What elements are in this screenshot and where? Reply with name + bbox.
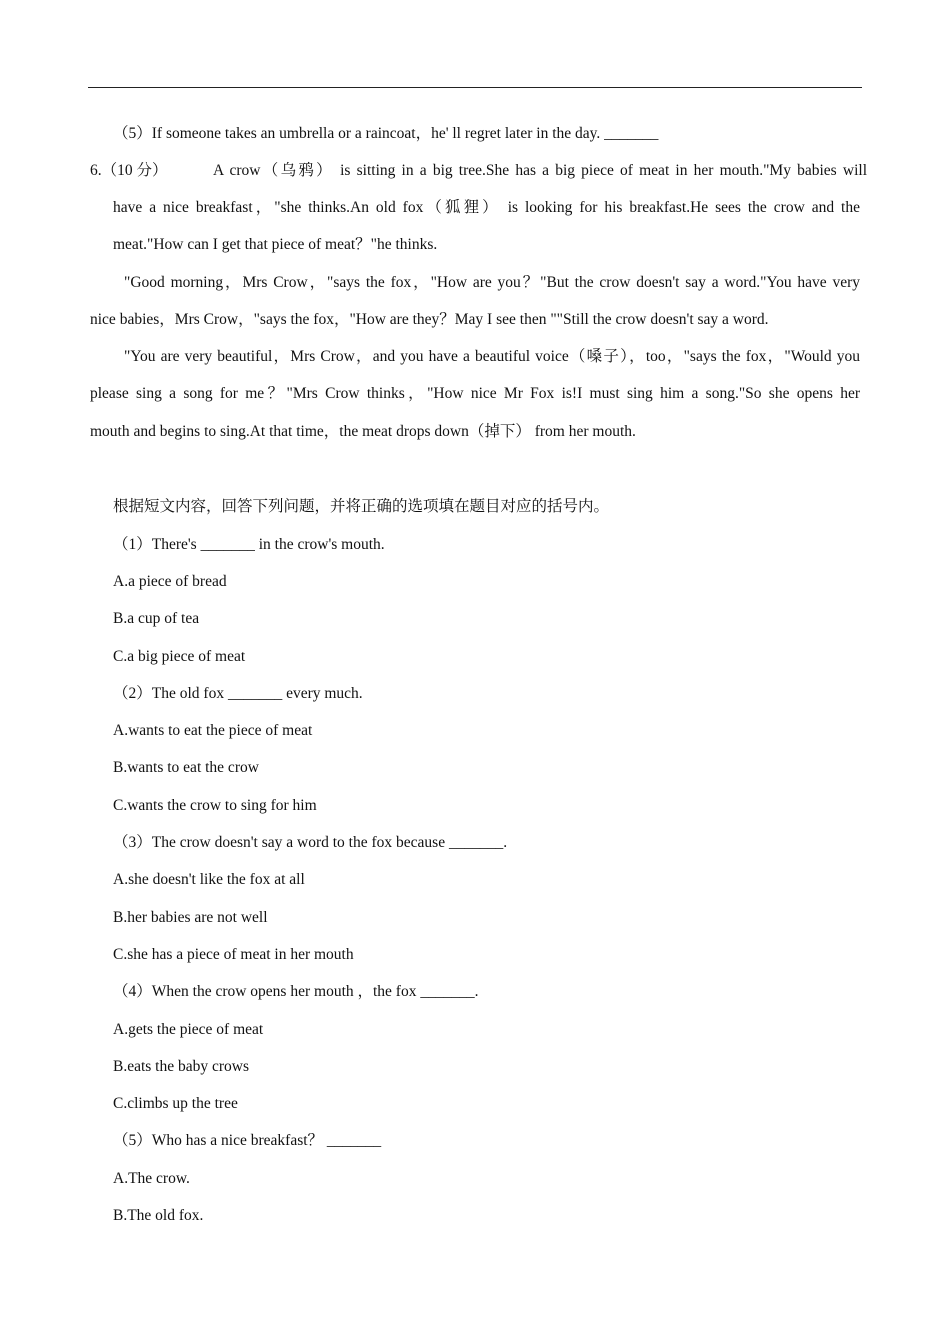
passage-line-7: please sing a song for me？"Mrs Crow thinks，"How nice Mr Fox is!I must sing him a song."So she opens her bbox=[90, 385, 860, 402]
item-4-option-a: A.gets the piece of meat bbox=[113, 1021, 264, 1038]
item-2-option-c: C.wants the crow to sing for him bbox=[113, 797, 317, 814]
item-4-stem: （4）When the crow opens her mouth ，the fox _______. bbox=[113, 983, 479, 1000]
item-1-option-c: C.a big piece of meat bbox=[113, 648, 246, 665]
item-3-option-b: B.her babies are not well bbox=[113, 909, 268, 926]
passage-line-5: nice babies，Mrs Crow，"says the fox，"How are they？May I see then ""Still the crow doesn't say a word. bbox=[90, 311, 769, 328]
item-1-option-b: B.a cup of tea bbox=[113, 610, 200, 627]
item-5-option-a: A.The crow. bbox=[113, 1170, 190, 1187]
passage-line-1: A crow（乌鸦） is sitting in a big tree.She has a big piece of meat in her mouth."My babies will bbox=[213, 162, 867, 179]
instruction: 根据短文内容，回答下列问题，并将正确的选项填在题目对应的括号内。 bbox=[113, 498, 610, 515]
item-1-stem: （1）There's _______ in the crow's mouth. bbox=[113, 536, 385, 553]
item-5-stem: （5）Who has a nice breakfast？ _______ bbox=[113, 1132, 382, 1149]
item-3-option-a: A.she doesn't like the fox at all bbox=[113, 871, 305, 888]
item-4-option-b: B.eats the baby crows bbox=[113, 1058, 250, 1075]
prev-question-item-5: （5）If someone takes an umbrella or a raincoat，he' ll regret later in the day. _______ bbox=[113, 125, 659, 142]
item-4-option-c: C.climbs up the tree bbox=[113, 1095, 238, 1112]
passage-line-4: "Good morning，Mrs Crow，"says the fox，"How are you？"But the crow doesn't say a word."You have very bbox=[124, 274, 860, 291]
passage-line-8: mouth and begins to sing.At that time，the meat drops down（掉下） from her mouth. bbox=[90, 423, 636, 440]
item-1-option-a: A.a piece of bread bbox=[113, 573, 227, 590]
item-2-option-b: B.wants to eat the crow bbox=[113, 759, 259, 776]
passage-line-3: meat."How can I get that piece of meat？"he thinks. bbox=[113, 236, 438, 253]
passage-line-6: "You are very beautiful，Mrs Crow，and you have a beautiful voice（嗓子），too，"says the fox，"Would you bbox=[124, 348, 860, 365]
passage-line-2: have a nice breakfast，"she thinks.An old fox（狐狸） is looking for his breakfast.He sees the crow and the bbox=[113, 199, 860, 216]
item-3-option-c: C.she has a piece of meat in her mouth bbox=[113, 946, 354, 963]
question-number: 6.（10 分） bbox=[90, 162, 168, 179]
item-2-option-a: A.wants to eat the piece of meat bbox=[113, 722, 313, 739]
header-rule bbox=[88, 87, 862, 88]
item-5-option-b: B.The old fox. bbox=[113, 1207, 204, 1224]
item-3-stem: （3）The crow doesn't say a word to the fox because _______. bbox=[113, 834, 508, 851]
item-2-stem: （2）The old fox _______ every much. bbox=[113, 685, 363, 702]
